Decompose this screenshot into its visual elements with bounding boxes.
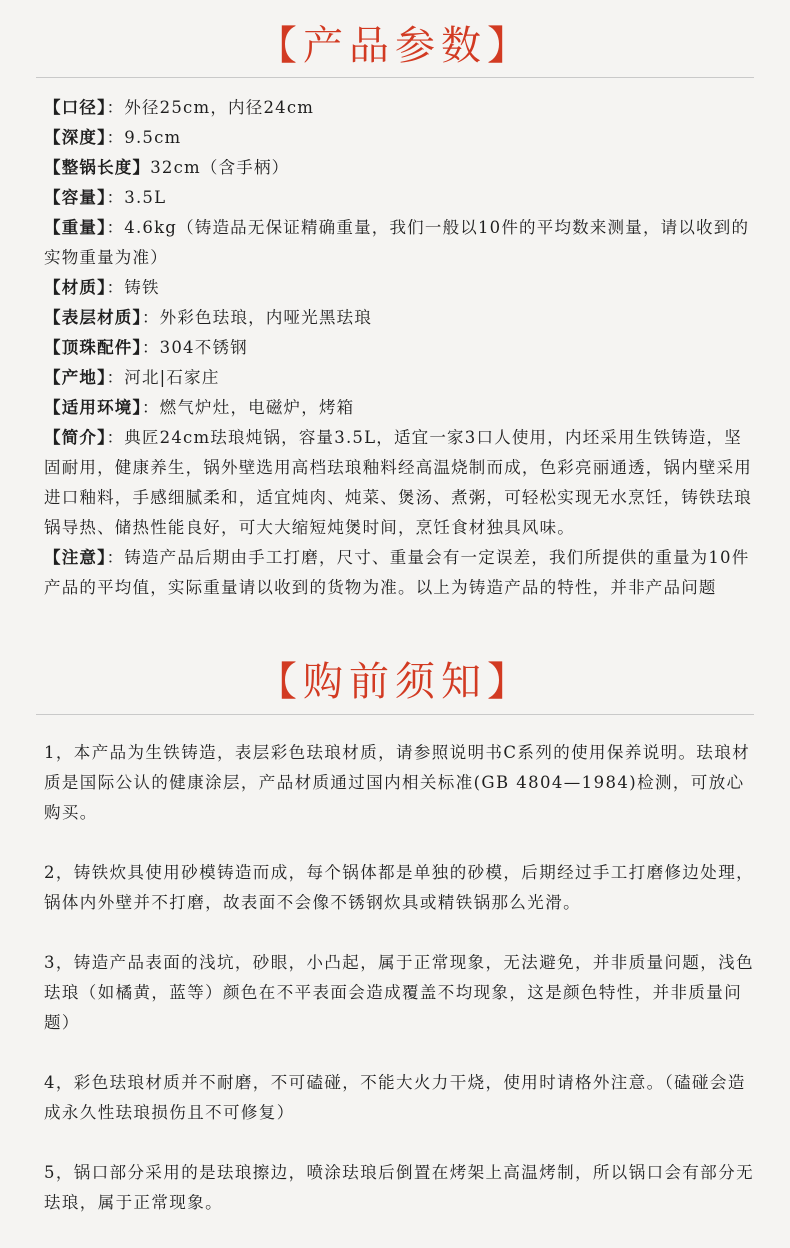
param-value: ：9.5cm bbox=[106, 128, 182, 147]
param-value: ：燃气炉灶，电磁炉，烤箱 bbox=[141, 398, 355, 417]
param-value: ：304不锈钢 bbox=[141, 338, 248, 357]
param-label: 【注意】 bbox=[44, 548, 107, 567]
param-value: ：铸铁 bbox=[106, 278, 160, 297]
param-label: 【适用环境】 bbox=[44, 398, 142, 417]
param-label: 【顶珠配件】 bbox=[44, 338, 142, 357]
param-label: 【材质】 bbox=[44, 278, 107, 297]
param-weight bbox=[44, 213, 756, 273]
param-label: 【重量】 bbox=[44, 218, 107, 237]
param-intro bbox=[44, 423, 756, 543]
note-item: 1，本产品为生铁铸造，表层彩色珐琅材质，请参照说明书C系列的使用保养说明。珐琅材质是国际公认的健康涂层，产品材质通过国内相关标准(GB 4804—1984)检测，可放心购买。 bbox=[44, 743, 751, 822]
param-depth bbox=[44, 123, 756, 153]
note-item: 4，彩色珐琅材质并不耐磨，不可磕碰，不能大火力干烧，使用时请格外注意。（磕碰会造成永久性珐琅损伤且不可修复） bbox=[44, 1073, 746, 1122]
param-label: 【整锅长度】 bbox=[44, 158, 151, 177]
note-item: 2，铸铁炊具使用砂模铸造而成，每个锅体都是单独的砂模，后期经过手工打磨修边处理，锅体内外壁并不打磨，故表面不会像不锈钢炊具或精铁锅那么光滑。 bbox=[44, 863, 754, 912]
param-capacity bbox=[44, 183, 756, 213]
param-value: ：铸造产品后期由手工打磨，尺寸、重量会有一定误差，我们所提供的重量为10件产品的平均值，实际重量请以收到的货物为准。以上为铸造产品的特性，并非产品问题 bbox=[44, 548, 750, 597]
note-item: 5，锅口部分采用的是珐琅擦边，喷涂珐琅后倒置在烤架上高温烤制，所以锅口会有部分无珐琅，属于正常现象。 bbox=[44, 1163, 754, 1212]
param-surface bbox=[44, 303, 756, 333]
param-value: ：4.6kg（铸造品无保证精确重量，我们一般以10件的平均数来测量，请以收到的实物重量为准） bbox=[44, 218, 750, 267]
param-value: ：3.5L bbox=[106, 188, 167, 207]
divider bbox=[36, 714, 754, 715]
param-label: 【口径】 bbox=[44, 98, 107, 117]
param-label: 【深度】 bbox=[44, 128, 107, 147]
param-notice bbox=[44, 543, 756, 603]
param-value: 32cm（含手柄） bbox=[150, 158, 290, 177]
param-environment bbox=[44, 393, 756, 423]
param-knob bbox=[44, 333, 756, 363]
param-origin bbox=[44, 363, 756, 393]
param-caliber bbox=[44, 93, 756, 123]
section-title-product-params: 【产品参数】 bbox=[257, 23, 533, 69]
param-value: ：河北|石家庄 bbox=[106, 368, 220, 387]
section-title-purchase-notice: 【购前须知】 bbox=[257, 659, 533, 705]
divider bbox=[36, 77, 754, 78]
param-label: 【简介】 bbox=[44, 428, 107, 447]
params-list bbox=[44, 93, 756, 603]
param-length bbox=[44, 153, 756, 183]
param-value: ：外径25cm，内径24cm bbox=[106, 98, 315, 117]
notes-list bbox=[44, 738, 756, 1248]
param-value: ：典匠24cm珐琅炖锅，容量3.5L，适宜一家3口人使用，内坯采用生铁铸造，坚固耐用，健康养生，锅外壁选用高档珐琅釉料经高温烧制而成，色彩亮丽通透，锅内壁采用进口釉料，手感细腻柔和，适宜炖肉、炖菜、煲汤、煮粥，可轻松实现无水烹饪，铸铁珐琅锅导热、储热性能良好，可大大缩短炖煲时间，烹饪食材独具风味。 bbox=[44, 428, 752, 537]
param-label: 【表层材质】 bbox=[44, 308, 142, 327]
param-material bbox=[44, 273, 756, 303]
note-item: 3，铸造产品表面的浅坑，砂眼，小凸起，属于正常现象，无法避免，并非质量问题，浅色珐琅（如橘黄，蓝等）颜色在不平表面会造成覆盖不均现象，这是颜色特性，并非质量问题） bbox=[44, 953, 754, 1032]
param-label: 【产地】 bbox=[44, 368, 107, 387]
param-value: ：外彩色珐琅，内哑光黑珐琅 bbox=[141, 308, 373, 327]
param-label: 【容量】 bbox=[44, 188, 107, 207]
